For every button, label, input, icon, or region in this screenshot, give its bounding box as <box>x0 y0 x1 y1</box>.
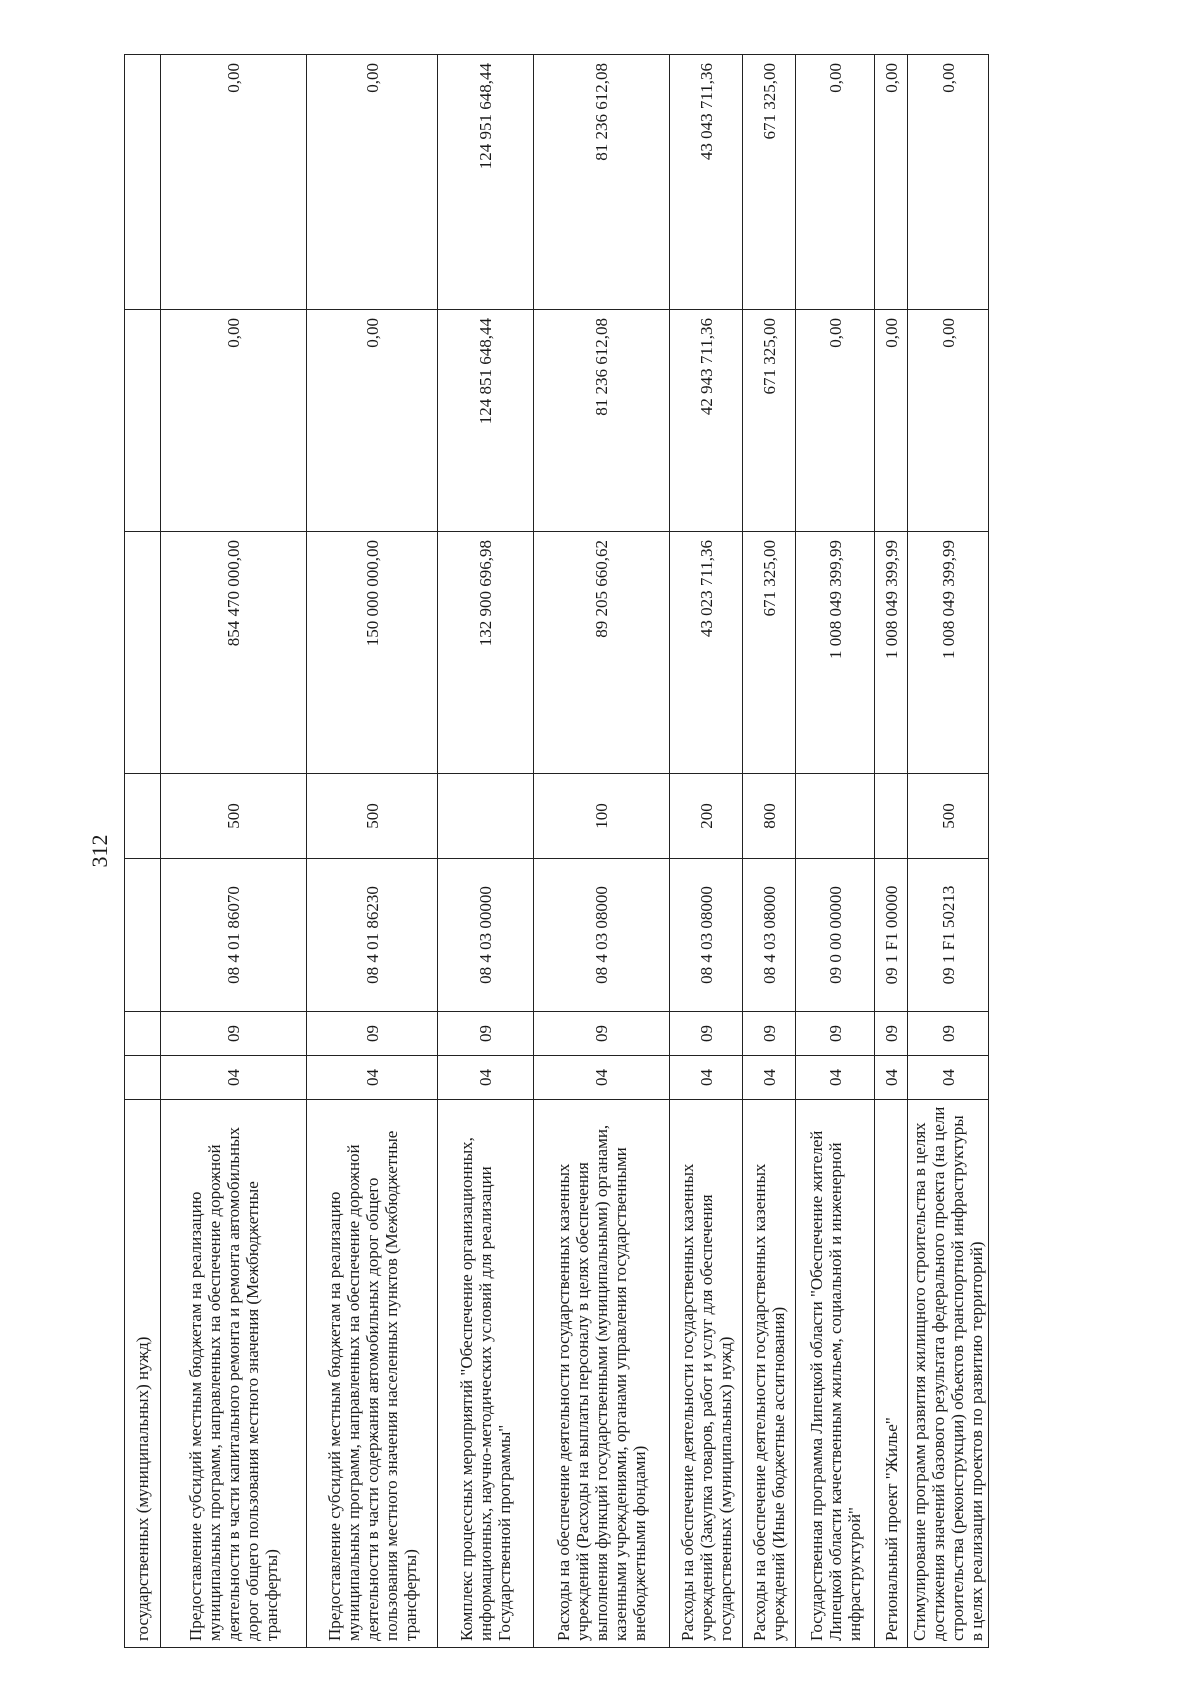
row-amount-year-2: 0,00 <box>875 310 908 532</box>
row-target-code: 08 4 03 08000 <box>534 859 670 1012</box>
row-subsection-code <box>125 1012 161 1056</box>
row-name: Стимулирование программ развития жилищного строительства в целях достижения значений базового результата федерального проекта (на цели строительства (реконструкции) объектов транспортной инфраструктуры в целях реализации проектов по развитию территорий) <box>908 1100 989 1648</box>
table-viewport <box>124 55 984 1648</box>
row-section-code: 04 <box>161 1056 307 1100</box>
row-amount-year-3 <box>125 55 161 310</box>
table-row <box>743 55 796 1648</box>
table-row <box>670 55 743 1648</box>
row-target-code: 09 1 F1 50213 <box>908 859 989 1012</box>
row-target-code: 08 4 01 86230 <box>307 859 438 1012</box>
row-expense-type <box>125 774 161 859</box>
row-expense-type: 100 <box>534 774 670 859</box>
row-target-code: 08 4 03 00000 <box>438 859 534 1012</box>
row-subsection-code: 09 <box>534 1012 670 1056</box>
row-section-code: 04 <box>875 1056 908 1100</box>
row-expense-type: 800 <box>743 774 796 859</box>
row-expense-type <box>875 774 908 859</box>
row-section-code: 04 <box>796 1056 875 1100</box>
row-name: государственных (муниципальных) нужд) <box>125 1100 161 1648</box>
row-subsection-code: 09 <box>796 1012 875 1056</box>
row-subsection-code: 09 <box>908 1012 989 1056</box>
row-amount-year-1: 1 008 049 399,99 <box>908 532 989 774</box>
row-expense-type: 200 <box>670 774 743 859</box>
row-amount-year-2 <box>125 310 161 532</box>
row-subsection-code: 09 <box>161 1012 307 1056</box>
row-amount-year-2: 81 236 612,08 <box>534 310 670 532</box>
row-amount-year-1: 1 008 049 399,99 <box>875 532 908 774</box>
row-amount-year-1: 1 008 049 399,99 <box>796 532 875 774</box>
row-amount-year-3: 0,00 <box>908 55 989 310</box>
row-section-code: 04 <box>438 1056 534 1100</box>
row-target-code: 09 0 00 00000 <box>796 859 875 1012</box>
row-name: Расходы на обеспечение деятельности государственных казенных учреждений (Иные бюджетные ассигнования) <box>743 1100 796 1648</box>
row-subsection-code: 09 <box>438 1012 534 1056</box>
row-amount-year-2: 124 851 648,44 <box>438 310 534 532</box>
table-row <box>908 55 989 1648</box>
row-target-code: 08 4 01 86070 <box>161 859 307 1012</box>
row-name: Комплекс процессных мероприятий "Обеспечение организационных, информационных, научно-методических условий для реализации Государственной программы" <box>438 1100 534 1648</box>
row-section-code: 04 <box>908 1056 989 1100</box>
row-target-code: 08 4 03 08000 <box>743 859 796 1012</box>
table-row <box>307 55 438 1648</box>
row-target-code: 08 4 03 08000 <box>670 859 743 1012</box>
row-target-code <box>125 859 161 1012</box>
row-amount-year-2: 0,00 <box>908 310 989 532</box>
row-amount-year-1 <box>125 532 161 774</box>
row-amount-year-3: 43 043 711,36 <box>670 55 743 310</box>
row-name: Предоставление субсидий местным бюджетам на реализацию муниципальных программ, направленных на обеспечение дорожной деятельности в части содержания автомобильных дорог общего пользования местного значения населенных пунктов (Межбюджетные трансферты) <box>307 1100 438 1648</box>
row-amount-year-2: 0,00 <box>796 310 875 532</box>
row-name: Региональный проект "Жилье" <box>875 1100 908 1648</box>
row-amount-year-1: 854 470 000,00 <box>161 532 307 774</box>
row-amount-year-2: 671 325,00 <box>743 310 796 532</box>
table-row <box>161 55 307 1648</box>
row-amount-year-2: 42 943 711,36 <box>670 310 743 532</box>
row-amount-year-3: 0,00 <box>796 55 875 310</box>
row-name: Государственная программа Липецкой области "Обеспечение жителей Липецкой области качественным жильем, социальной и инженерной инфраструктурой" <box>796 1100 875 1648</box>
row-amount-year-3: 124 951 648,44 <box>438 55 534 310</box>
table-row <box>534 55 670 1648</box>
row-subsection-code: 09 <box>670 1012 743 1056</box>
row-amount-year-1: 671 325,00 <box>743 532 796 774</box>
table-row <box>875 55 908 1648</box>
row-expense-type: 500 <box>307 774 438 859</box>
row-amount-year-3: 671 325,00 <box>743 55 796 310</box>
row-amount-year-1: 89 205 660,62 <box>534 532 670 774</box>
row-expense-type <box>796 774 875 859</box>
row-amount-year-1: 43 023 711,36 <box>670 532 743 774</box>
row-expense-type <box>438 774 534 859</box>
row-amount-year-2: 0,00 <box>307 310 438 532</box>
row-section-code: 04 <box>307 1056 438 1100</box>
table-row <box>438 55 534 1648</box>
row-section-code: 04 <box>534 1056 670 1100</box>
table-row <box>125 55 161 1648</box>
row-expense-type: 500 <box>908 774 989 859</box>
row-name: Расходы на обеспечение деятельности государственных казенных учреждений (Расходы на выплаты персоналу в целях обеспечения выполнения функций государственными (муниципальными) органами, казенными учреждениями, органами управления государственными внебюджетными фондами) <box>534 1100 670 1648</box>
row-expense-type: 500 <box>161 774 307 859</box>
row-subsection-code: 09 <box>743 1012 796 1056</box>
row-amount-year-3: 81 236 612,08 <box>534 55 670 310</box>
row-amount-year-1: 150 000 000,00 <box>307 532 438 774</box>
row-section-code <box>125 1056 161 1100</box>
table-row <box>796 55 875 1648</box>
row-name: Предоставление субсидий местным бюджетам на реализацию муниципальных программ, направленных на обеспечение дорожной деятельности в части капитального ремонта и ремонта автомобильных дорог общего пользования местного значения (Межбюджетные трансферты) <box>161 1100 307 1648</box>
row-amount-year-3: 0,00 <box>161 55 307 310</box>
row-section-code: 04 <box>670 1056 743 1100</box>
page-number: 312 <box>87 834 112 868</box>
table-body <box>125 55 989 1648</box>
row-amount-year-3: 0,00 <box>307 55 438 310</box>
row-amount-year-3: 0,00 <box>875 55 908 310</box>
row-section-code: 04 <box>743 1056 796 1100</box>
budget-table <box>124 54 989 1648</box>
row-subsection-code: 09 <box>875 1012 908 1056</box>
row-amount-year-2: 0,00 <box>161 310 307 532</box>
row-target-code: 09 1 F1 00000 <box>875 859 908 1012</box>
row-amount-year-1: 132 900 696,98 <box>438 532 534 774</box>
row-subsection-code: 09 <box>307 1012 438 1056</box>
row-name: Расходы на обеспечение деятельности государственных казенных учреждений (Закупка товаров, работ и услуг для обеспечения государственных (муниципальных) нужд) <box>670 1100 743 1648</box>
